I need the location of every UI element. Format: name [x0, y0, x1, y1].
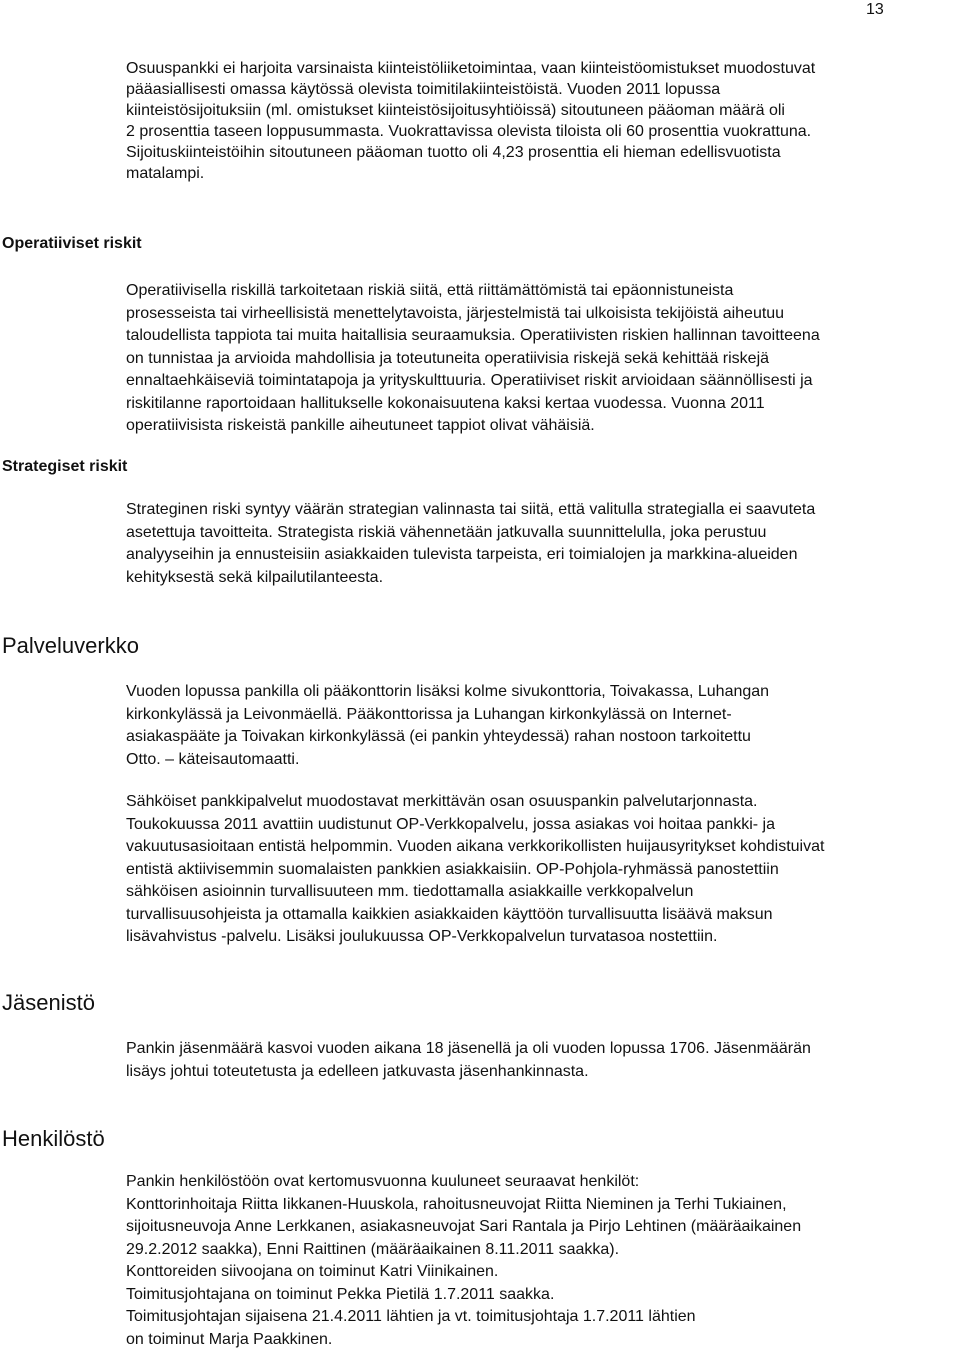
real-estate-paragraph: [126, 58, 956, 184]
paragraph-line: entistä aktiivisemmin suomalaisten pankkien asiakkaisiin. OP-Pohjola-ryhmässä panostettiin: [126, 860, 779, 878]
heading-service-network: Palveluverkko: [2, 633, 139, 658]
paragraph-line: Toimitusjohtajan sijaisena 21.4.2011 lähtien ja vt. toimitusjohtaja 1.7.2011 lähtien: [126, 1308, 696, 1325]
paragraph-line: Osuuspankki ei harjoita varsinaista kiinteistöliiketoimintaa, vaan kiinteistöomistukset muodostuvat: [126, 60, 816, 77]
paragraph-line: ennaltaehkäiseviä toimintatapoja ja yrityskulttuuria. Operatiiviset riskit arvioidaan säännöllisesti ja: [126, 372, 813, 389]
page-number: 13: [866, 1, 884, 18]
paragraph-line: Sähköiset pankkipalvelut muodostavat merkittävän osan osuuspankin palvelutarjonnasta.: [126, 793, 758, 810]
paragraph-line: asetettuja tavoitteita. Strategista riskiä vähennetään jatkuvalla suunnittelulla, joka perustuu: [126, 523, 767, 541]
paragraph-line: kirkonkylässä ja Leivonmäellä. Pääkonttorissa ja Luhangan kirkonkylässä on Internet-: [126, 705, 732, 723]
paragraph-line: lisävahvistus -palvelu. Lisäksi joulukuussa OP-Verkkopalvelun turvatasoa nostettiin.: [126, 928, 718, 945]
paragraph-line: 29.2.2012 saakka), Enni Raittinen (määräaikainen 8.11.2011 saakka).: [126, 1240, 620, 1258]
paragraph-line: Pankin jäsenmäärä kasvoi vuoden aikana 18 jäsenellä ja oli vuoden lopussa 1706. Jäsenmäärän: [126, 1040, 811, 1057]
paragraph-line: kehityksestä sekä kilpailutilanteesta.: [126, 568, 384, 586]
paragraph-line: turvallisuusohjeista ja ottamalla kaikkien asiakkaiden käyttöön turvallisuutta lisäävä maksun: [126, 905, 773, 923]
paragraph-line: prosesseista tai virheellisistä menettelytavoista, järjestelmistä tai ulkoisista tekijöistä aiheutuu: [126, 304, 785, 322]
paragraph-line: vakuutusasioitaan entistä helpommin. Vuoden aikana verkkorikollisten huijausyritykset kohdistuivat: [126, 838, 825, 855]
paragraph-line: Operatiivisella riskillä tarkoitetaan riskiä siitä, että riittämättömistä tai epäonnistuneista: [126, 282, 734, 299]
paragraph-line: Vuoden lopussa pankilla oli pääkonttorin lisäksi kolme sivukonttoria, Toivakassa, Luhangan: [126, 683, 770, 700]
heading-staff: Henkilöstö: [2, 1126, 105, 1151]
paragraph-line: 2 prosenttia taseen loppusummasta. Vuokrattavissa olevista tiloista oli 60 prosenttia vuokrattuna.: [126, 123, 812, 140]
paragraph-line: riskitilanne raportoidaan hallitukselle kokonaisuutena kaksi kertaa vuodessa. Vuonna 2011: [126, 394, 765, 412]
paragraph-line: Sijoituskiinteistöihin sitoutuneen pääoman tuotto oli 4,23 prosenttia eli hieman edellisvuotista: [126, 144, 781, 161]
paragraph-line: asiakaspääte ja Toivakan kirkonkylässä (ei pankin yhteydessä) rahan nostoon tarkoitettu: [126, 728, 751, 745]
paragraph-line: on toiminut Marja Paakkinen.: [126, 1330, 333, 1348]
paragraph-line: operatiivisista riskeistä pankille aiheutuneet tappiot olivat vähäisiä.: [126, 417, 595, 434]
heading-membership: Jäsenistö: [2, 990, 95, 1015]
paragraph-line: taloudellista tappiota tai muita haitallisia seuraamuksia. Operatiivisten riskien hallinnan tavoitteena: [126, 327, 820, 344]
heading-operational-risks: Operatiiviset riskit: [2, 235, 142, 252]
membership-paragraph: [126, 1038, 956, 1083]
paragraph-line: analyyseihin ja ennusteisiin asiakkaiden tulevista tarpeista, eri toimialojen ja markkina-alueiden: [126, 546, 798, 563]
paragraph-line: Otto. – käteisautomaatti.: [126, 750, 300, 768]
paragraph-line: on tunnistaa ja arvioida mahdollisia ja toteutuneita operatiivisia riskejä sekä kehittää riskejä: [126, 349, 770, 367]
paragraph-line: Konttorinhoitaja Riitta Iikkanen-Huuskola, rahoitusneuvojat Riitta Nieminen ja Terhi Tukiainen,: [126, 1195, 787, 1213]
service-network-paragraph-1: [126, 681, 956, 771]
operational-risks-paragraph: [126, 280, 956, 438]
service-network-paragraph-2: [126, 791, 956, 949]
paragraph-line: Strateginen riski syntyy väärän strategian valinnasta tai siitä, että valitulla strategialla ei saavuteta: [126, 501, 816, 518]
strategic-risks-paragraph: [126, 499, 956, 589]
paragraph-line: lisäys johtui toteutetusta ja edelleen jatkuvasta jäsenhankinnasta.: [126, 1062, 589, 1080]
staff-paragraph: [126, 1171, 956, 1351]
heading-strategic-risks: Strategiset riskit: [2, 458, 128, 475]
paragraph-line: Toimitusjohtajana on toiminut Pekka Pietilä 1.7.2011 saakka.: [126, 1285, 555, 1303]
paragraph-line: pääasiallisesti omassa käytössä olevista toimitilakiinteistöistä. Vuoden 2011 lopussa: [126, 81, 721, 98]
paragraph-line: sähköisen asioinnin turvallisuuteen mm. tiedottamalla asiakkaille verkkopalvelun: [126, 883, 694, 900]
paragraph-line: Konttoreiden siivoojana on toiminut Katri Viinikainen.: [126, 1263, 499, 1280]
paragraph-line: sijoitusneuvoja Anne Lerkkanen, asiakasneuvojat Sari Rantala ja Pirjo Lehtinen (määräaikainen: [126, 1218, 802, 1235]
paragraph-line: Pankin henkilöstöön ovat kertomusvuonna kuuluneet seuraavat henkilöt:: [126, 1173, 640, 1190]
paragraph-line: Toukokuussa 2011 avattiin uudistunut OP-Verkkopalvelu, jossa asiakas voi hoitaa pankki- ja: [126, 815, 775, 833]
paragraph-line: kiinteistösijoituksiin (ml. omistukset kiinteistösijoitusyhtiöissä) sitoutuneen pääoman määrä oli: [126, 102, 785, 119]
paragraph-line: matalampi.: [126, 165, 205, 182]
